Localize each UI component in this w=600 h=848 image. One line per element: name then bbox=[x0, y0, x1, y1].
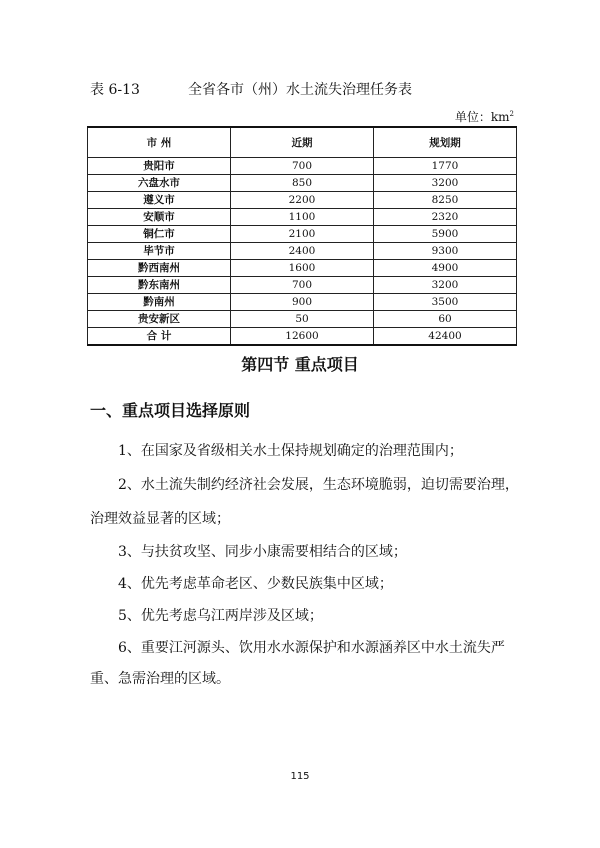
unit-label bbox=[455, 108, 514, 125]
criterion-3: 3、与扶贫攻坚、同步小康需要相结合的区域； bbox=[118, 544, 407, 560]
planning-cell: 1770 bbox=[374, 158, 517, 175]
near-term-cell: 1100 bbox=[231, 209, 374, 226]
column-header-near-term: 近期 bbox=[231, 127, 374, 158]
city-cell: 六盘水市 bbox=[88, 175, 231, 192]
table-row bbox=[88, 209, 517, 226]
section-title: 第四节 重点项目 bbox=[241, 355, 359, 374]
total-label-cell: 合 计 bbox=[88, 328, 231, 346]
table-header-row bbox=[88, 127, 517, 158]
table-row bbox=[88, 311, 517, 328]
table-row bbox=[88, 277, 517, 294]
near-term-cell: 2200 bbox=[231, 192, 374, 209]
city-cell: 毕节市 bbox=[88, 243, 231, 260]
table-row bbox=[88, 158, 517, 175]
criterion-1: 1、在国家及省级相关水土保持规划确定的治理范围内； bbox=[118, 443, 463, 459]
total-planning-cell: 42400 bbox=[374, 328, 517, 346]
criterion-6: 6、重要江河源头、饮用水水源保护和水源涵养区中水土流失严 bbox=[118, 640, 505, 656]
planning-cell: 2320 bbox=[374, 209, 517, 226]
total-near-term-cell: 12600 bbox=[231, 328, 374, 346]
table-total-row bbox=[88, 328, 517, 346]
table-row bbox=[88, 192, 517, 209]
city-cell: 贵阳市 bbox=[88, 158, 231, 175]
planning-cell: 4900 bbox=[374, 260, 517, 277]
city-cell: 黔东南州 bbox=[88, 277, 231, 294]
planning-cell: 3200 bbox=[374, 175, 517, 192]
near-term-cell: 2100 bbox=[231, 226, 374, 243]
column-header-planning-period: 规划期 bbox=[374, 127, 517, 158]
near-term-cell: 2400 bbox=[231, 243, 374, 260]
city-cell: 贵安新区 bbox=[88, 311, 231, 328]
criterion-4: 4、优先考虑革命老区、少数民族集中区域； bbox=[118, 576, 393, 592]
table-row bbox=[88, 294, 517, 311]
unit-superscript: 2 bbox=[509, 110, 514, 118]
planning-cell: 5900 bbox=[374, 226, 517, 243]
city-cell: 黔西南州 bbox=[88, 260, 231, 277]
table-row bbox=[88, 175, 517, 192]
planning-cell: 3200 bbox=[374, 277, 517, 294]
city-cell: 黔南州 bbox=[88, 294, 231, 311]
near-term-cell: 1600 bbox=[231, 260, 374, 277]
near-term-cell: 850 bbox=[231, 175, 374, 192]
planning-cell: 3500 bbox=[374, 294, 517, 311]
column-header-city: 市 州 bbox=[88, 127, 231, 158]
criterion-2: 2、水土流失制约经济社会发展，生态环境脆弱，迫切需要治理， bbox=[118, 477, 519, 493]
city-cell: 铜仁市 bbox=[88, 226, 231, 243]
table-row bbox=[88, 243, 517, 260]
near-term-cell: 50 bbox=[231, 311, 374, 328]
criterion-5: 5、优先考虑乌江两岸涉及区域； bbox=[118, 608, 323, 624]
task-table bbox=[87, 126, 517, 346]
subsection-heading: 一、重点项目选择原则 bbox=[90, 401, 251, 420]
page-number: 115 bbox=[290, 771, 310, 782]
table-row bbox=[88, 260, 517, 277]
planning-cell: 8250 bbox=[374, 192, 517, 209]
criterion-2-continued: 治理效益显著的区域； bbox=[90, 511, 230, 527]
near-term-cell: 700 bbox=[231, 277, 374, 294]
table-title: 全省各市（州）水土流失治理任务表 bbox=[188, 82, 412, 98]
city-cell: 遵义市 bbox=[88, 192, 231, 209]
table-row bbox=[88, 226, 517, 243]
planning-cell: 9300 bbox=[374, 243, 517, 260]
near-term-cell: 900 bbox=[231, 294, 374, 311]
planning-cell: 60 bbox=[374, 311, 517, 328]
criterion-6-continued: 重、急需治理的区域。 bbox=[90, 671, 230, 687]
near-term-cell: 700 bbox=[231, 158, 374, 175]
unit-text: 单位：km bbox=[454, 110, 510, 124]
city-cell: 安顺市 bbox=[88, 209, 231, 226]
table-number: 表 6-13 bbox=[90, 82, 140, 98]
